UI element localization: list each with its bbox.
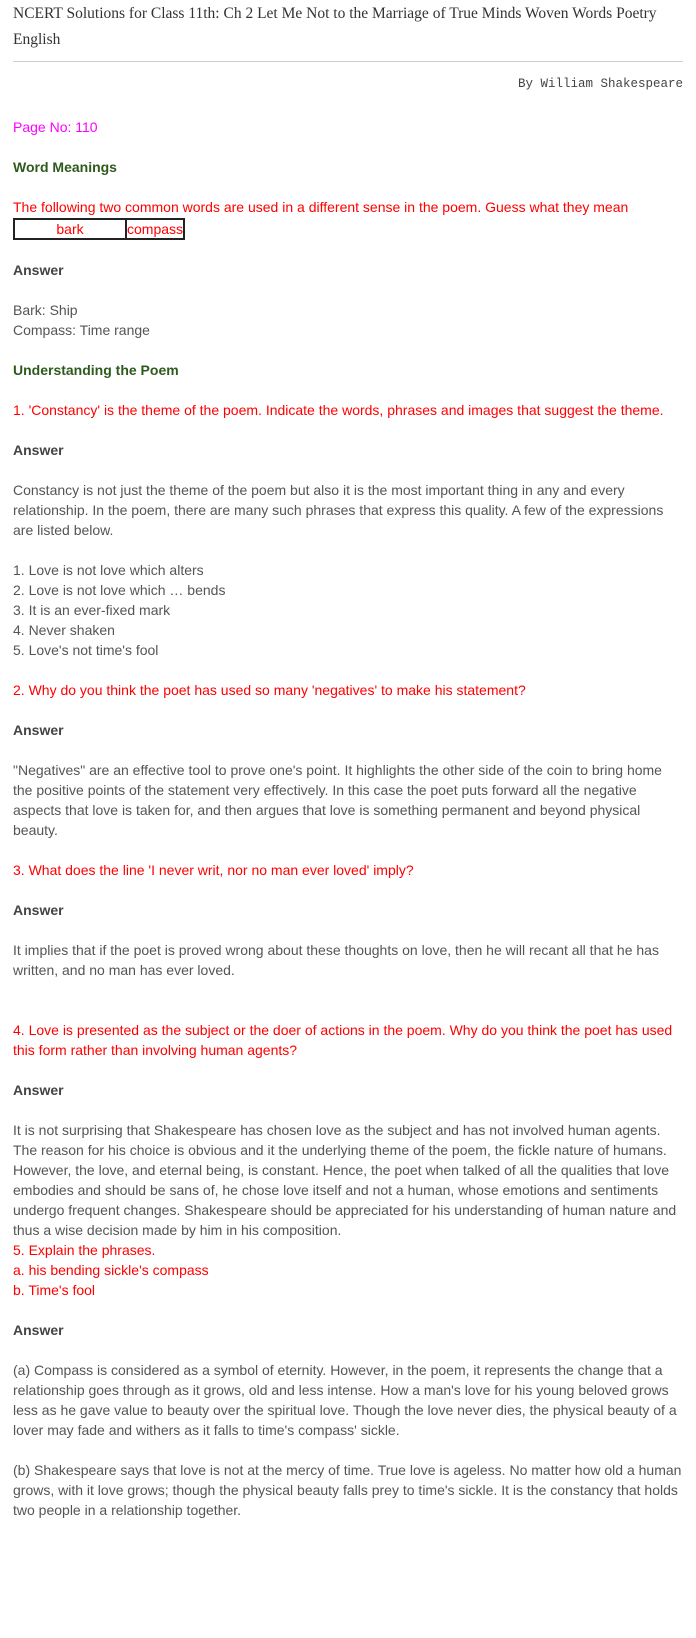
answer-line: Compass: Time range	[13, 322, 150, 338]
answer-line: Bark: Ship	[13, 302, 78, 318]
words-table	[13, 218, 185, 240]
answer-label: Answer	[13, 1322, 64, 1338]
question-1: 1. 'Constancy' is the theme of the poem. Indicate the words, phrases and images that suggest the theme.	[13, 402, 664, 418]
answer-text: It is not surprising that Shakespeare has chosen love as the subject and has not involved human agents. The reason for his choice is obvious and it the underlying theme of the poem, the fickle nature of humans. However, the love, and eternal being, is constant. Hence, the poet when talked of all the qualities that love embodies and should be sans of, he chose love itself and not a human, whose emotions and sentiments undergo frequent changes. Shakespeare should be appreciated for his understanding of human nature and thus a wise decision made by him in his composition.	[13, 1122, 677, 1238]
question-word-meanings: The following two common words are used in a different sense in the poem. Guess what they mean	[13, 199, 629, 215]
words-row	[14, 219, 184, 239]
answer-label: Answer	[13, 1082, 64, 1098]
author-line: By William Shakespeare	[517, 77, 683, 91]
answer-text: "Negatives" are an effective tool to prove one's point. It highlights the other side of the coin to bring home the positive points of the statement very effectively. In this case the poet puts forward all the negative aspects that love is taken for, and then argues that love is something permanent and beyond physical beauty.	[13, 762, 662, 838]
answer-label: Answer	[13, 902, 64, 918]
page-number: Page No: 110	[13, 119, 98, 135]
word-cell-bark: bark	[14, 219, 126, 239]
question-5-part-a: a. his bending sickle's compass	[13, 1262, 209, 1278]
page-title: NCERT Solutions for Class 11th: Ch 2 Let Me Not to the Marriage of True Minds Woven Words Poetry English	[13, 5, 657, 48]
question-5: 5. Explain the phrases.	[13, 1242, 156, 1258]
list-item: 2. Love is not love which … bends	[13, 582, 226, 598]
question-2: 2. Why do you think the poet has used so many 'negatives' to make his statement?	[13, 682, 526, 698]
question-5-part-b: b. Time's fool	[13, 1282, 96, 1298]
answer-label: Answer	[13, 722, 64, 738]
question-3: 3. What does the line 'I never writ, nor no man ever loved' imply?	[13, 862, 414, 878]
question-4: 4. Love is presented as the subject or the doer of actions in the poem. Why do you think the poet has used this form rather than involving human agents?	[13, 1022, 673, 1058]
section-heading-word-meanings: Word Meanings	[13, 159, 117, 175]
answer-text: (b) Shakespeare says that love is not at the mercy of time. True love is ageless. No matter how old a human grows, with it love grows; though the physical beauty falls prey to time's sickle. It is the constancy that holds two people in a relationship together.	[13, 1462, 682, 1518]
answer-text: Constancy is not just the theme of the poem but also it is the most important thing in any and every relationship. In the poem, there are many such phrases that express this quality. A few of the expressions are listed below.	[13, 482, 664, 538]
title-divider	[13, 61, 683, 62]
word-cell-compass: compass	[127, 221, 184, 237]
answer-text: It implies that if the poet is proved wrong about these thoughts on love, then he will recant all that he has written, and no man has ever loved.	[13, 942, 659, 978]
list-item: 3. It is an ever-fixed mark	[13, 602, 171, 618]
answer-text: (a) Compass is considered as a symbol of eternity. However, in the poem, it represents the change that a relationship goes through as it grows, old and less intense. How a man's love for his young beloved grows less as he gave value to beauty over the spiritual love. Though the love never dies, the physical beauty of a lover may fade and withers as it falls to time's compass' sickle.	[13, 1362, 677, 1438]
section-heading-understanding: Understanding the Poem	[13, 362, 179, 378]
answer-label: Answer	[13, 442, 64, 458]
list-item: 5. Love's not time's fool	[13, 642, 159, 658]
list-item: 4. Never shaken	[13, 622, 115, 638]
list-item: 1. Love is not love which alters	[13, 562, 204, 578]
answer-label: Answer	[13, 262, 64, 278]
